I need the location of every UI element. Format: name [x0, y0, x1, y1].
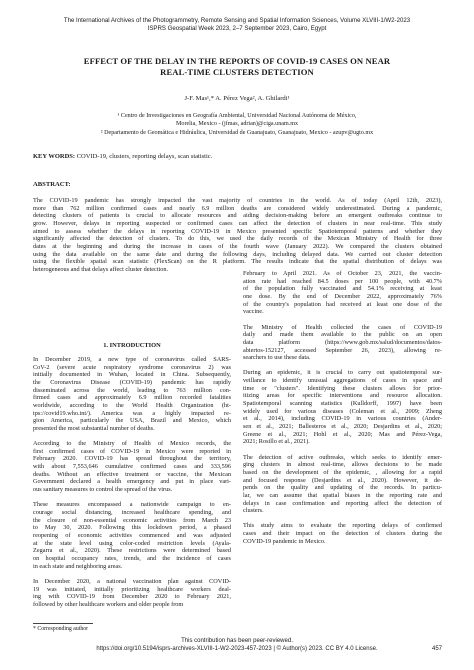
text-line: the Coronavirus Disease (COVID-19) pandemic has rapidly	[33, 378, 231, 386]
text-line: During an epidemic, it is crucial to carry out spatiotemporal sur-	[243, 369, 442, 377]
text-line: delays in case confirmation and reporting affect the detection of	[243, 499, 442, 507]
paragraph-intro-1	[33, 356, 231, 433]
text-line: reopening of economic activities commenced and was adjusted	[33, 531, 231, 539]
abstract-line: using the data available on the same date and during the following days, including delayed data. We carried out cluster detection	[33, 250, 442, 258]
text-line: The Ministry of Health collected the cases of COVID-19	[243, 323, 442, 331]
header-line-2: ISPRS Geospatial Week 2023, 2–7 September 2023, Cairo, Egypt	[147, 25, 327, 32]
text-line: pends on the quality and updating of the records. In particu-	[243, 484, 442, 492]
text-line: followed by other healthcare workers and older people from	[33, 600, 184, 608]
text-line: courage social distancing, increased healthcare spending, and	[33, 509, 231, 516]
right-column	[243, 270, 442, 553]
text-line: of the population fully vaccinated and 54.1% receiving at least	[243, 285, 442, 293]
page-footer	[0, 638, 474, 654]
text-line: ging clusters in almost real-time, allows decisions to be made	[243, 461, 442, 469]
author-list: J-F. Mas¹,* A. Pérez Vega², A. Ghilardi¹	[184, 95, 290, 102]
left-column	[33, 356, 231, 616]
keywords	[33, 153, 212, 160]
text-line: based on the development of the epidemic, , allowing for a rapid	[243, 468, 442, 476]
paragraph-study-aim	[243, 522, 442, 545]
text-line: February 2020. COVID-19 has spread throughout the territory,	[33, 455, 231, 463]
running-header	[0, 17, 474, 33]
paragraph-open-data	[243, 324, 442, 362]
footnote-rule	[33, 623, 93, 624]
text-line: initially documented in Wuhan, located in China. Subsequently,	[33, 371, 231, 379]
text-line: February to April 2021. As of October 23, 2021, the vaccin-	[243, 270, 442, 277]
text-line: ation rate had reached 84.5 doses per 100 people, with 40.7%	[243, 277, 442, 285]
text-line: sen et al., 2021; Ballesteros et al., 2020; Desjardins et al., 2020;	[243, 423, 442, 430]
abstract-line: grow. However, delays in reporting suspected or confirmed cases can affect the detection of clusters in near real-time. This study	[33, 219, 442, 227]
text-line: These measures encompassed a nationwide campaign to en-	[33, 501, 231, 509]
text-line: the closure of non-essential economic activities from March 23	[33, 516, 231, 524]
text-line: abiertos-152127, accessed September 26, 2023), allowing re-	[243, 346, 442, 354]
text-line: CoV-2 (severe acute respiratory syndrome coronavirus 2) was	[33, 363, 231, 371]
text-line: in each state and neighboring areas.	[33, 562, 123, 570]
affiliation-1-line-2: Morelia, Mexico - (jfmas, adrian)@ciga.unam.mx	[175, 121, 299, 128]
text-line: ous sanitary measures to control the spread of the virus.	[33, 486, 173, 494]
text-line: first confirmed cases of COVID-19 in Mexico were reported in	[33, 447, 231, 455]
text-line: vaccine.	[243, 308, 264, 316]
paragraph-vaccination	[243, 270, 442, 316]
text-line: of the country's population had received at least one dose of the	[243, 300, 442, 308]
abstract-line: significantly affected the detection of clusters. To do this, we used the daily records of the Mexican Ministry of Health for three	[33, 235, 442, 243]
affiliation-2: ² Departamento de Geomática e Hidráulica, Universidad de Guanajuato, Guanajuato, Mexico - azupv@ugto.mx	[100, 129, 374, 136]
paragraph-surveillance	[243, 369, 442, 446]
paragraph-outbreak-detection	[243, 454, 442, 515]
header-line-1: The International Archives of the Photogrammetry, Remote Sensing and Spatial Information Sciences, Volume XLVIII-1/W2-2023	[63, 17, 411, 24]
paper-title	[40, 56, 434, 78]
text-line: firmed cases and approximately 6.9 million recorded fatalities	[33, 394, 231, 402]
text-line: deaths. Without an effective treatment or vaccine, the Mexican	[33, 470, 231, 478]
text-line: Greene et al., 2021; Hohl et al., 2020; Mas and Pérez-Vega,	[243, 430, 442, 438]
text-line: daily and made them available to the public on an open	[243, 331, 442, 339]
title-line-2: REAL-TIME CLUSTERS DETECTION	[160, 67, 314, 77]
page-number: 457	[431, 646, 442, 652]
text-line: 19 was initiated, initially prioritizing healthcare workers deal-	[33, 585, 231, 593]
affiliation-1-line-1: ¹ Centro de Investigaciones en Geografía Ambiental, Universidad Nacional Autónoma de México,	[117, 113, 357, 119]
paragraph-intro-2	[33, 440, 231, 494]
text-line: at the state level using color-coded restriction levels (Ayala-	[33, 539, 231, 547]
affiliations	[40, 112, 434, 137]
text-line: This study aims to evaluate the reporting delays of confirmed	[243, 522, 442, 530]
text-line: cases and their impact on the detection of clusters during the	[243, 530, 442, 538]
abstract-line: heterogeneous and that delays affect cluster detection.	[33, 265, 169, 273]
abstract-line: dates at the beginning and during the increase in cases of the fourth wave (January 2022). We compared the clusters obtained	[33, 242, 442, 250]
footer-doi-license: https://doi.org/10.5194/isprs-archives-XLVIII-1-W2-2023-457-2023 | © Author(s) 2023. CC BY 4.0 License.	[96, 645, 378, 652]
abstract-line: The COVID-19 pandemic has strongly impacted the vast majority of countries in the world. As of today (April 12th, 2023),	[33, 197, 442, 204]
text-line: itizing areas for specific interventions and resource allocation.	[243, 392, 442, 400]
text-line: Zegarra et al., 2020). These restrictions were determined based	[33, 547, 231, 555]
text-line: gion America, particularly the USA, Brazil and Mexico, which	[33, 417, 231, 425]
abstract-line: aimed to assess whether the delays in reporting COVID-19 in Mexico presented specific Spatiotemporal patterns and whether they	[33, 227, 442, 235]
paragraph-intro-4	[33, 578, 231, 609]
footnote-corresponding-author: * Corresponding author	[33, 626, 89, 632]
text-line: on hospital occupancy rates, trends, and the incidence of cases	[33, 554, 231, 562]
abstract-line: using the flexible spatial scan statistic (FlexScan) on the R platform. The results indicate that the spatial distribution of delays was	[33, 258, 442, 266]
text-line: 2021; Rosillo et al., 2021).	[243, 438, 310, 446]
text-line: According to the Ministry of Health of Mexico records, the	[33, 440, 231, 448]
text-line: to May 30, 2020. Following this lockdown period, a phased	[33, 524, 231, 532]
text-line: Government declared a health emergency and put in place vari-	[33, 478, 231, 486]
keywords-label: KEY WORDS:	[33, 153, 76, 160]
keywords-text: COVID-19, clusters, reporting delays, scan statistic.	[76, 153, 213, 160]
paragraph-intro-3	[33, 501, 231, 570]
text-line: widely used for various diseases (Coleman et al., 2009; Zheng	[243, 407, 442, 415]
text-line: time or "clusters". Identifying these clusters allows for prior-	[243, 384, 442, 392]
text-line: and focused response (Desjardins et al., 2020). However, it de-	[243, 476, 442, 484]
text-line: presented the most substantial number of deaths.	[33, 424, 155, 432]
text-line: one dose. By the end of December 2022, approximately 76%	[243, 292, 442, 300]
text-line: lar, we can assume that spatial biases in the reporting rate and	[243, 491, 442, 499]
title-line-1: EFFECT OF THE DELAY IN THE REPORTS OF COVID-19 CASES ON NEAR	[83, 56, 391, 66]
text-line: with about 7,553,646 cumulative confirmed cases and 333,596	[33, 463, 231, 471]
text-line: In December 2019, a new type of coronavirus called SARS-	[33, 356, 231, 363]
text-line: tps://covid19.who.int/). America was a highly impacted re-	[33, 409, 231, 417]
text-line: veillance to identify unusual aggregations of cases in space and	[243, 377, 442, 385]
text-line: The detection of active outbreaks, which seeks to identify emer-	[243, 453, 442, 461]
text-line: COVID-19 pandemic in Mexico.	[243, 537, 326, 545]
abstract-line: more than 762 million confirmed cases and nearly 6.9 million deaths are considered widely underestimated. During a pandemic,	[33, 204, 442, 212]
section-heading-introduction: 1. INTRODUCTION	[103, 342, 161, 349]
abstract-heading: ABSTRACT:	[33, 181, 71, 188]
text-line: ing with COVID-19 from December 2020 to February 2021,	[33, 593, 231, 601]
text-line: clusters.	[243, 507, 264, 515]
text-line: searchers to use these data.	[243, 354, 311, 362]
text-line: In December 2020, a national vaccination plan against COVID-	[33, 577, 231, 585]
abstract-line: detecting clusters of patients is crucial to allocate resources and aiding decision-making before an emergent outbreaks continue to	[33, 212, 442, 220]
text-line: data platform (https://www.gob.mx/salud/documentos/datos-	[243, 338, 442, 346]
text-line: disseminated across the world, leading to 763 million con-	[33, 386, 231, 394]
abstract-body	[33, 197, 442, 274]
text-line: et al., 2014), including COVID-19 in various countries (Ander-	[243, 415, 442, 423]
text-line: Spatiotemporal scanning statistics (Kulldorff, 1997) have been	[243, 400, 442, 408]
text-line: worldwide, according to the World Health Organization (ht-	[33, 401, 231, 409]
footer-peer-review: This contribution has been peer-reviewed.	[181, 638, 293, 644]
